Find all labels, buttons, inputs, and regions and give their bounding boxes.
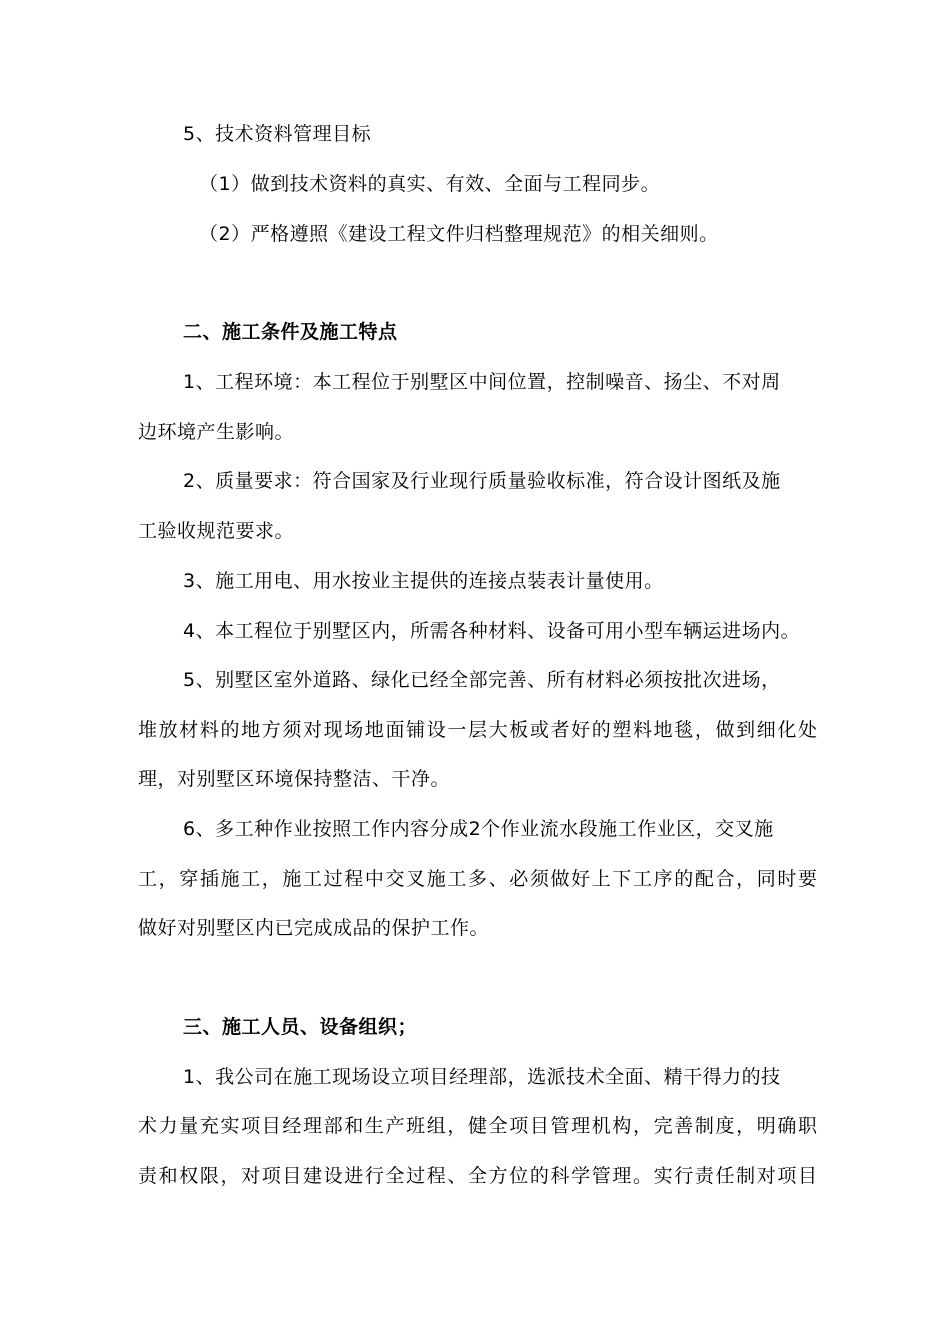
s2-item-5-line-1: 5、别墅区室外道路、绿化已经全部完善、所有材料必须按批次进场， (183, 669, 781, 691)
section-2-heading: 二、施工条件及施工特点 (183, 321, 398, 343)
item-5-title: 5、技术资料管理目标 (183, 123, 372, 145)
s2-item-2-line-1: 2、质量要求：符合国家及行业现行质量验收标准，符合设计图纸及施 (183, 470, 781, 492)
s3-item-1-line-3: 责和权限，对项目建设进行全过程、全方位的科学管理。实行责任制对项目 (138, 1165, 817, 1187)
s2-item-6-line-1: 6、多工种作业按照工作内容分成2个作业流水段施工作业区，交叉施 (183, 818, 774, 840)
section-3-heading: 三、施工人员、设备组织； (183, 1016, 418, 1038)
item-5-sub-1: （1）做到技术资料的真实、有效、全面与工程同步。 (199, 173, 661, 195)
item-5-sub-2: （2）严格遵照《建设工程文件归档整理规范》的相关细则。 (199, 223, 719, 245)
s2-item-4: 4、本工程位于别墅区内，所需各种材料、设备可用小型车辆运进场内。 (183, 620, 801, 642)
s2-item-3: 3、施工用电、用水按业主提供的连接点装表计量使用。 (183, 570, 664, 592)
s2-item-6-line-2: 工，穿插施工，施工过程中交叉施工多、必须做好上下工序的配合，同时要 (138, 868, 817, 890)
s2-item-1-line-1: 1、工程环境：本工程位于别墅区中间位置，控制噪音、扬尘、不对周 (183, 371, 781, 393)
s2-item-5-line-3: 理，对别墅区环境保持整洁、干净。 (138, 768, 451, 790)
s2-item-1-line-2: 边环境产生影响。 (138, 421, 295, 443)
s2-item-6-line-3: 做好对别墅区内已完成成品的保护工作。 (138, 917, 490, 939)
s2-item-5-line-2: 堆放材料的地方须对现场地面铺设一层大板或者好的塑料地毯，做到细化处 (138, 719, 817, 741)
s3-item-1-line-1: 1、我公司在施工现场设立项目经理部，选派技术全面、精干得力的技 (183, 1066, 781, 1088)
s2-item-2-line-2: 工验收规范要求。 (138, 520, 295, 542)
s3-item-1-line-2: 术力量充实项目经理部和生产班组，健全项目管理机构，完善制度，明确职 (138, 1115, 817, 1137)
